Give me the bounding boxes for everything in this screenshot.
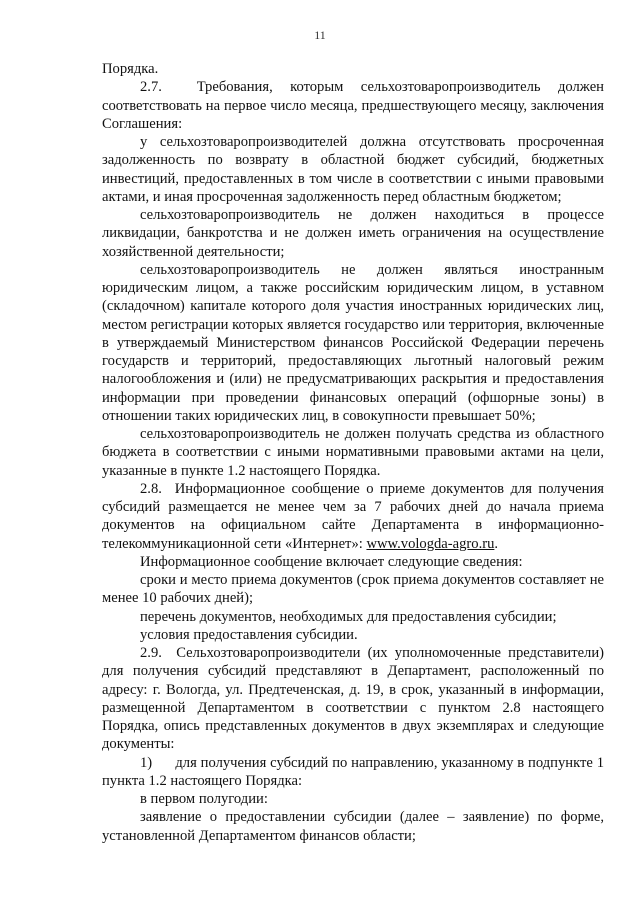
paragraph-text: сельхозтоваропроизводитель не должен получать средства из областного бюджета в соответствии с иными нормативными правовыми актами на цели, указанные в пункте 1.2 настоящего Порядка. (102, 426, 604, 479)
paragraph-text: 1) для получения субсидий по направлению, указанному в подпункте 1 пункта 1.2 настоящего Порядка: (102, 754, 604, 789)
paragraph-text: 2.9. Сельхозтоваропроизводители (их уполномоченные представители) для получения субсидий представляют в Департамент, расположенный по адресу: г. Вологда, ул. Предтеченская, д. 19, в срок, указанный в информации, размещенной Департаментом в соответствии с пунктом 2.8 настоящего Порядка, опись представленных документов в двух экземплярах и следующие документы: (102, 645, 604, 753)
paragraph-text: у сельхозтоваропроизводителей должна отсутствовать просроченная задолженность по возврату в областной бюджет субсидий, бюджетных инвестиций, предоставленных в том числе в соответствии с иными правовыми актами, и иная просроченная задолженность перед областным бюджетом; (102, 134, 604, 205)
paragraph (102, 206, 604, 261)
paragraph (102, 425, 604, 480)
paragraph-text: в первом полугодии: (140, 791, 268, 807)
paragraph-text: 2.8. Информационное сообщение о приеме документов для получения субсидий размещается не менее чем за 7 рабочих дней до начала приема документов на официальном сайте Департамента в информационно-телекоммуникационной сети «Интернет»: (102, 480, 604, 552)
paragraph (102, 553, 604, 571)
paragraph-text: Порядка. (102, 61, 159, 77)
website-link[interactable]: www.vologda-agro.ru (366, 535, 495, 552)
paragraph-text: сельхозтоваропроизводитель не должен являться иностранным юридическим лицом, а также российским юридическим лицом, в уставном (складочном) капитале которого доля участия иностранных юридических лиц, местом регистрации которых является государство или территория, включенные в утверждаемый Министерством финансов Российской Федерации перечень государств и территорий, предоставляющих льготный налоговый режим налогообложения и (или) не предусматривающих раскрытия и предоставления информации при проведении финансовых операций (офшорные зоны) в отношении таких юридических лиц, в совокупности превышает 50%; (102, 261, 604, 424)
paragraph (102, 480, 604, 553)
paragraph-text: 2.7. Требования, которым сельхозтоваропроизводитель должен соответствовать на первое число месяца, предшествующего месяцу, заключения Соглашения: (102, 79, 604, 132)
paragraph-text-tail: . (494, 535, 499, 552)
paragraph (102, 644, 604, 754)
paragraph-text: сельхозтоваропроизводитель не должен находиться в процессе ликвидации, банкротства и не должен иметь ограничения на осуществление хозяйственной деятельности; (102, 207, 604, 260)
paragraph (102, 261, 604, 425)
paragraph-text: сроки и место приема документов (срок приема документов составляет не менее 10 рабочих дней); (102, 572, 604, 607)
paragraph-text: перечень документов, необходимых для предоставления субсидии; (140, 608, 557, 625)
paragraph (102, 78, 604, 133)
paragraph-text: условия предоставления субсидии. (140, 626, 358, 643)
page-number: 11 (314, 28, 326, 42)
paragraph-text: заявление о предоставлении субсидии (далее – заявление) по форме, установленной Департаментом финансов области; (102, 809, 604, 844)
paragraph (102, 133, 604, 206)
document-body (102, 60, 604, 845)
paragraph (102, 571, 604, 608)
paragraph (102, 790, 604, 808)
paragraph-text: Информационное сообщение включает следующие сведения: (140, 553, 523, 570)
paragraph (102, 60, 604, 78)
paragraph (102, 626, 604, 644)
paragraph (102, 754, 604, 791)
paragraph (102, 608, 604, 626)
paragraph (102, 808, 604, 845)
